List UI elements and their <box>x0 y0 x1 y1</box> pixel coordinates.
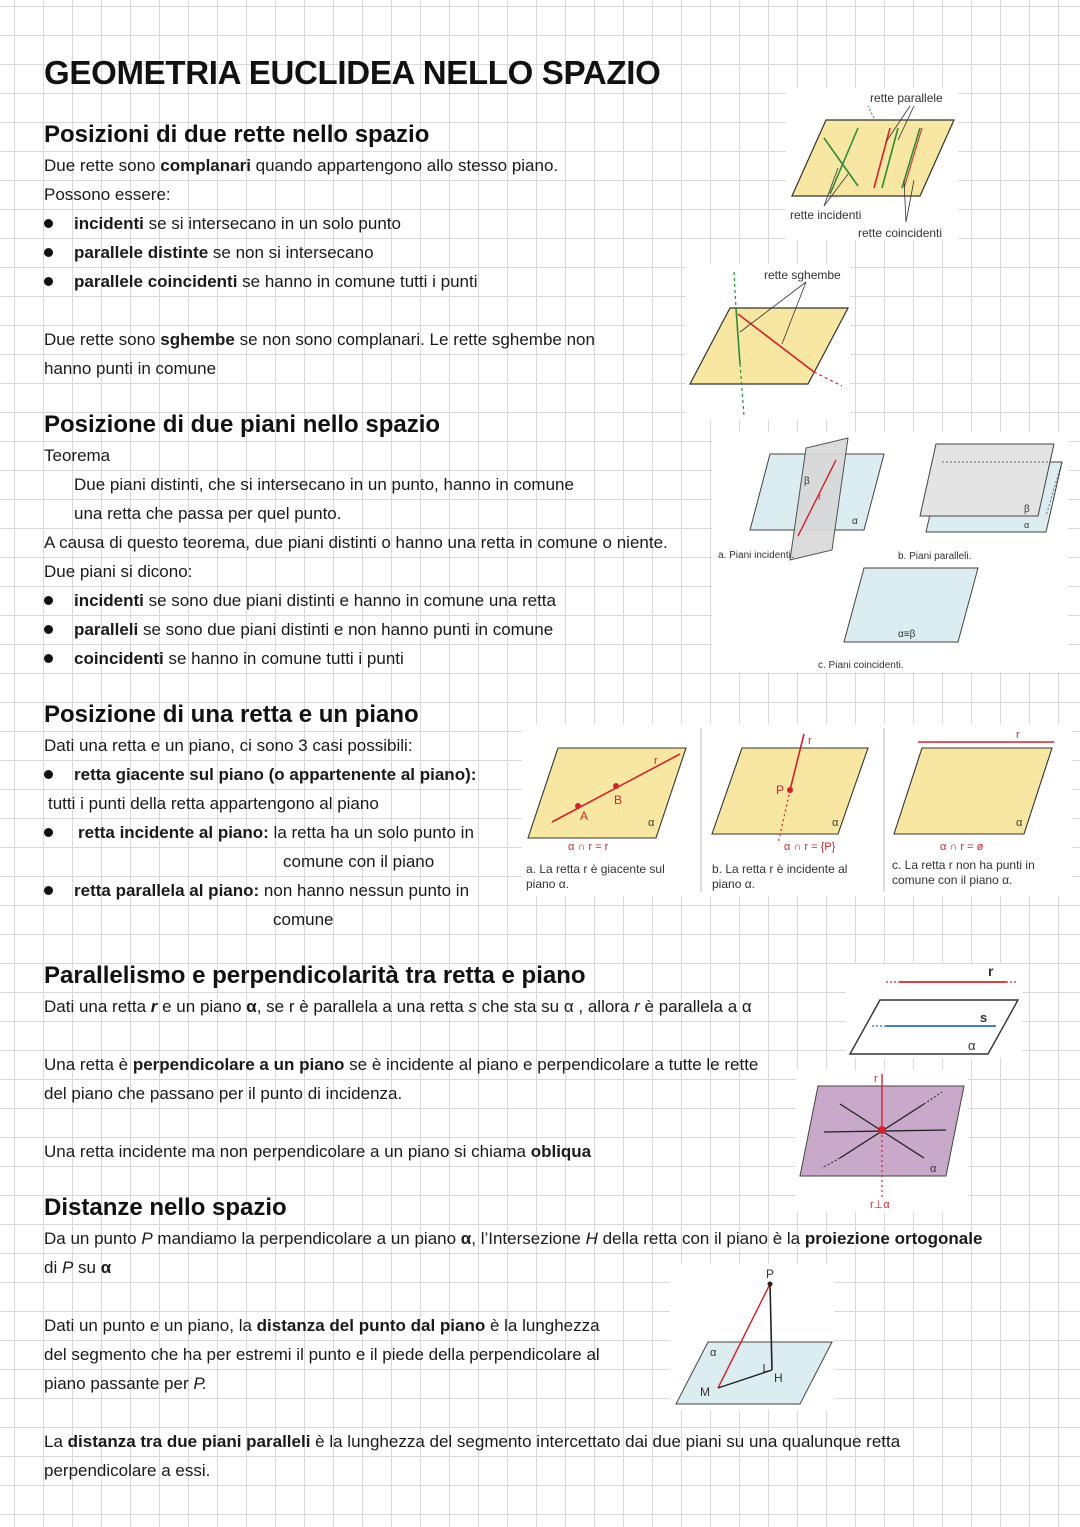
label-alpha-dist: α <box>710 1347 717 1359</box>
caption-piani-paralleli: b. Piani paralleli. <box>898 551 972 562</box>
label-P: P <box>766 1267 775 1281</box>
text-due-piani: Due piani si dicono: <box>44 562 193 581</box>
figure-distanza-punto-piano <box>670 1264 834 1410</box>
label-H: H <box>774 1371 783 1385</box>
heading-rette: Posizioni di due rette nello spazio <box>44 121 430 148</box>
figure-retta-perpendicolare <box>796 1070 968 1212</box>
label-alpha: α <box>852 516 858 527</box>
fc-label-alpha: α <box>1016 817 1023 829</box>
fa-caption-2: piano α. <box>526 877 569 891</box>
text-distanza-piani-2: perpendicolare a essi. <box>44 1461 211 1480</box>
text-distanza-punto-3: piano passante per P. <box>44 1374 208 1393</box>
bullet <box>44 654 53 663</box>
text-parallela-2: comune <box>273 910 334 929</box>
text-perpendicolare: Una retta è perpendicolare a un piano se è incidente al piano e perpendicolare a tutte le rette <box>44 1055 759 1074</box>
caption-piani-incidenti: a. Piani incidenti. <box>718 550 794 561</box>
fa-label-alpha: α <box>648 817 655 829</box>
text-obliqua: Una retta incidente ma non perpendicolare a un piano si chiama obliqua <box>44 1142 592 1161</box>
bullet-parallele-distinte: parallele distinte se non si intersecano <box>74 243 374 262</box>
bullet-piani-paralleli: paralleli se sono due piani distinti e non hanno punti in comune <box>74 620 554 639</box>
text-possono: Possono essere: <box>44 185 171 204</box>
fb-caption-1: b. La retta r è incidente al <box>712 862 848 876</box>
fa-label-B: B <box>614 793 623 807</box>
heading-distanze: Distanze nello spazio <box>44 1194 287 1221</box>
bullet-parallele-coincidenti: parallele coincidenti se hanno in comune tutti i punti <box>74 272 478 291</box>
bullet <box>44 219 53 228</box>
fb-label-alpha: α <box>832 817 839 829</box>
bullet <box>44 886 53 895</box>
bullet-piani-coincidenti: coincidenti se hanno in comune tutti i punti <box>74 649 404 668</box>
text-complanari: Due rette sono complanari quando appartengono allo stesso piano. <box>44 156 559 175</box>
text-teorema-1: Due piani distinti, che si intersecano in un punto, hanno in comune <box>74 475 574 494</box>
label-alpha-beta: α≡β <box>898 629 916 640</box>
fb-eq: α ∩ r = {P} <box>784 841 836 853</box>
text-causa: A causa di questo teorema, due piani distinti o hanno una retta in comune o niente. <box>44 533 668 552</box>
bullet-piani-incidenti: incidenti se sono due piani distinti e hanno in comune una retta <box>74 591 556 610</box>
bullet <box>44 770 53 779</box>
label-r-perp: r <box>874 1073 878 1085</box>
page-title: GEOMETRIA EUCLIDEA NELLO SPAZIO <box>44 54 661 91</box>
figure-rette-sghembe <box>686 264 850 420</box>
label-s: s <box>980 1010 988 1025</box>
text-distanza-piani: La distanza tra due piani paralleli è la lunghezza del segmento intercettato dai due piani su una qualunque retta <box>44 1432 901 1451</box>
bullet-incidenti: incidenti se si intersecano in un solo punto <box>74 214 401 233</box>
heading-piani: Posizione di due piani nello spazio <box>44 411 441 438</box>
label-M: M <box>700 1385 710 1399</box>
bullet <box>44 596 53 605</box>
fc-label-r: r <box>1016 729 1020 741</box>
fb-label-P: P <box>776 783 785 797</box>
bullet <box>44 277 53 286</box>
fa-label-A: A <box>580 809 589 823</box>
bullet <box>44 625 53 634</box>
label-alpha-perp: α <box>930 1163 937 1175</box>
bullet-parallela: retta parallela al piano: non hanno nessun punto in <box>74 881 470 900</box>
text-teorema: Teorema <box>44 446 111 465</box>
text-sghembe: Due rette sono sghembe se non sono complanari. Le rette sghembe non <box>44 330 595 349</box>
fa-caption-1: a. La retta r è giacente sul <box>526 862 665 876</box>
fc-caption-1: c. La retta r non ha punti in <box>892 858 1035 872</box>
text-distanza-punto: Dati un punto e un piano, la distanza del punto dal piano è la lunghezza <box>44 1316 600 1335</box>
text-dati-retta: Dati una retta e un piano, ci sono 3 casi possibili: <box>44 736 413 755</box>
fig1-label-coincidenti: rette coincidenti <box>858 226 943 240</box>
text-distanza-punto-2: del segmento che ha per estremi il punto e il piede della perpendicolare al <box>44 1345 600 1364</box>
fa-label-r: r <box>654 755 658 767</box>
figure-retta-piano <box>522 724 1072 896</box>
text-teorema-2: una retta che passa per quel punto. <box>74 504 342 523</box>
text-perpendicolare-2: del piano che passano per il punto di incidenza. <box>44 1084 403 1103</box>
text-incidente-2: comune con il piano <box>283 852 435 871</box>
figure-piani <box>712 432 1068 672</box>
bullet <box>44 248 53 257</box>
label-alpha-b: α <box>1024 520 1030 530</box>
label-r-par: r <box>988 964 994 979</box>
text-giacente-2: tutti i punti della retta appartengono al piano <box>48 794 379 813</box>
bullet-giacente: retta giacente sul piano (o appartenente al piano): <box>74 765 477 784</box>
bullet-incidente: retta incidente al piano: la retta ha un solo punto in <box>78 823 474 842</box>
fig1-label-incidenti: rette incidenti <box>790 208 862 222</box>
label-beta-b: β <box>1024 504 1030 515</box>
heading-retta-piano: Posizione di una retta e un piano <box>44 701 419 728</box>
figure-retta-parallela <box>846 964 1022 1058</box>
fc-eq: α ∩ r = ø <box>940 841 984 853</box>
text-proiezione-2: di P su α <box>44 1258 112 1277</box>
text-sghembe-2: hanno punti in comune <box>44 359 217 378</box>
heading-parallelismo: Parallelismo e perpendicolarità tra retta e piano <box>44 962 586 989</box>
label-beta: β <box>804 476 810 487</box>
figure-rette-complanari <box>786 88 958 240</box>
fa-eq: α ∩ r = r <box>568 841 609 853</box>
bullet <box>44 828 53 837</box>
label-alpha-par: α <box>968 1038 976 1053</box>
fig2-label-sghembe: rette sghembe <box>764 268 841 282</box>
text-parallelismo: Dati una retta r e un piano α, se r è parallela a una retta s che sta su α , allora r è parallela a α <box>44 997 752 1016</box>
label-r: r <box>818 492 822 503</box>
label-r-perp-alpha: r⊥α <box>870 1199 890 1211</box>
fig1-label-parallele: rette parallele <box>870 91 943 105</box>
caption-piani-coincidenti: c. Piani coincidenti. <box>818 660 904 671</box>
fc-caption-2: comune con il piano α. <box>892 873 1013 887</box>
fb-label-r: r <box>808 735 812 747</box>
text-proiezione: Da un punto P mandiamo la perpendicolare a un piano α, l’Intersezione H della retta con il piano è la proiezione ortogonale <box>44 1229 983 1248</box>
fb-caption-2: piano α. <box>712 877 755 891</box>
